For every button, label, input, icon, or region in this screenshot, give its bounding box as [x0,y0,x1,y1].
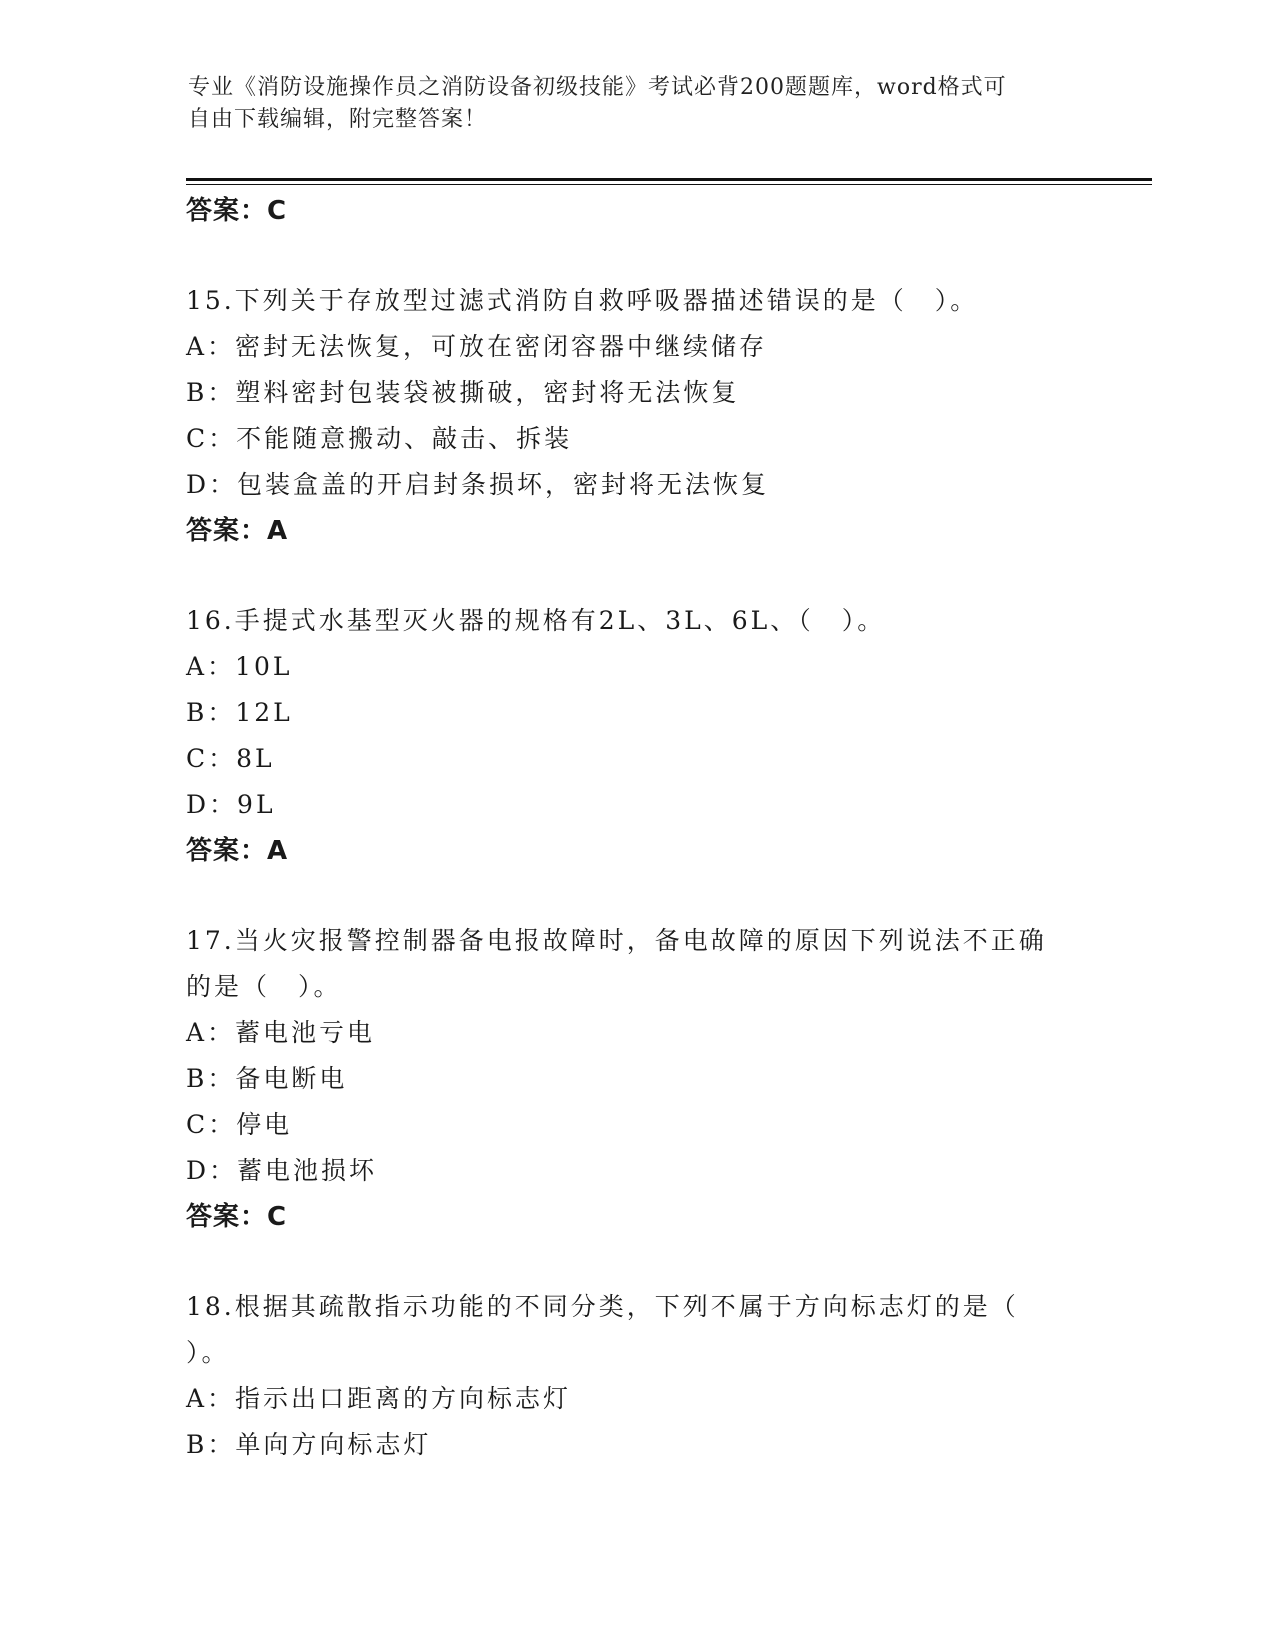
header-divider-thin [186,184,1152,185]
question-block [186,918,1086,1240]
option-d: D：蓄电池损坏 [186,1156,378,1185]
question-text: 15.下列关于存放型过滤式消防自救呼吸器描述错误的是（ ）。 [186,286,979,315]
option-b: B：备电断电 [186,1064,348,1093]
answer: 答案：C [186,1202,288,1232]
option-a: A：指示出口距离的方向标志灯 [186,1384,572,1413]
header-line-1: 专业《消防设施操作员之消防设备初级技能》考试必背200题题库，word格式可 [188,75,1007,100]
question-block [186,1284,1086,1468]
spacer [186,554,1086,598]
question-block [186,598,1086,874]
spacer [186,874,1086,918]
question-text-continued: ）。 [186,1338,230,1367]
option-a: A：蓄电池亏电 [186,1018,376,1047]
answer: 答案：A [186,516,289,546]
previous-answer: 答案：C [186,196,288,226]
spacer [186,1240,1086,1284]
question-list [186,188,1086,1468]
question-block [186,278,1086,554]
option-d: D：包装盒盖的开启封条损坏，密封将无法恢复 [186,470,770,499]
document-header [188,72,1068,136]
option-c: C：8L [186,744,275,773]
option-d: D：9L [186,790,276,819]
header-divider-thick [186,178,1152,181]
option-a: A：10L [186,652,293,681]
option-c: C：停电 [186,1110,293,1139]
option-a: A：密封无法恢复，可放在密闭容器中继续储存 [186,332,768,361]
question-text-continued: 的是（ ）。 [186,972,342,1001]
answer: 答案：A [186,836,289,866]
option-b: B：塑料密封包装袋被撕破，密封将无法恢复 [186,378,740,407]
question-text: 17.当火灾报警控制器备电报故障时，备电故障的原因下列说法不正确 [186,926,1047,955]
option-c: C：不能随意搬动、敲击、拆装 [186,424,573,453]
option-b: B：12L [186,698,293,727]
spacer [186,234,1086,278]
question-text: 18.根据其疏散指示功能的不同分类，下列不属于方向标志灯的是（ [186,1292,1019,1321]
option-b: B：单向方向标志灯 [186,1430,432,1459]
header-line-2: 自由下载编辑，附完整答案！ [188,107,488,132]
question-text: 16.手提式水基型灭火器的规格有2L、3L、6L、（ ）。 [186,606,886,635]
